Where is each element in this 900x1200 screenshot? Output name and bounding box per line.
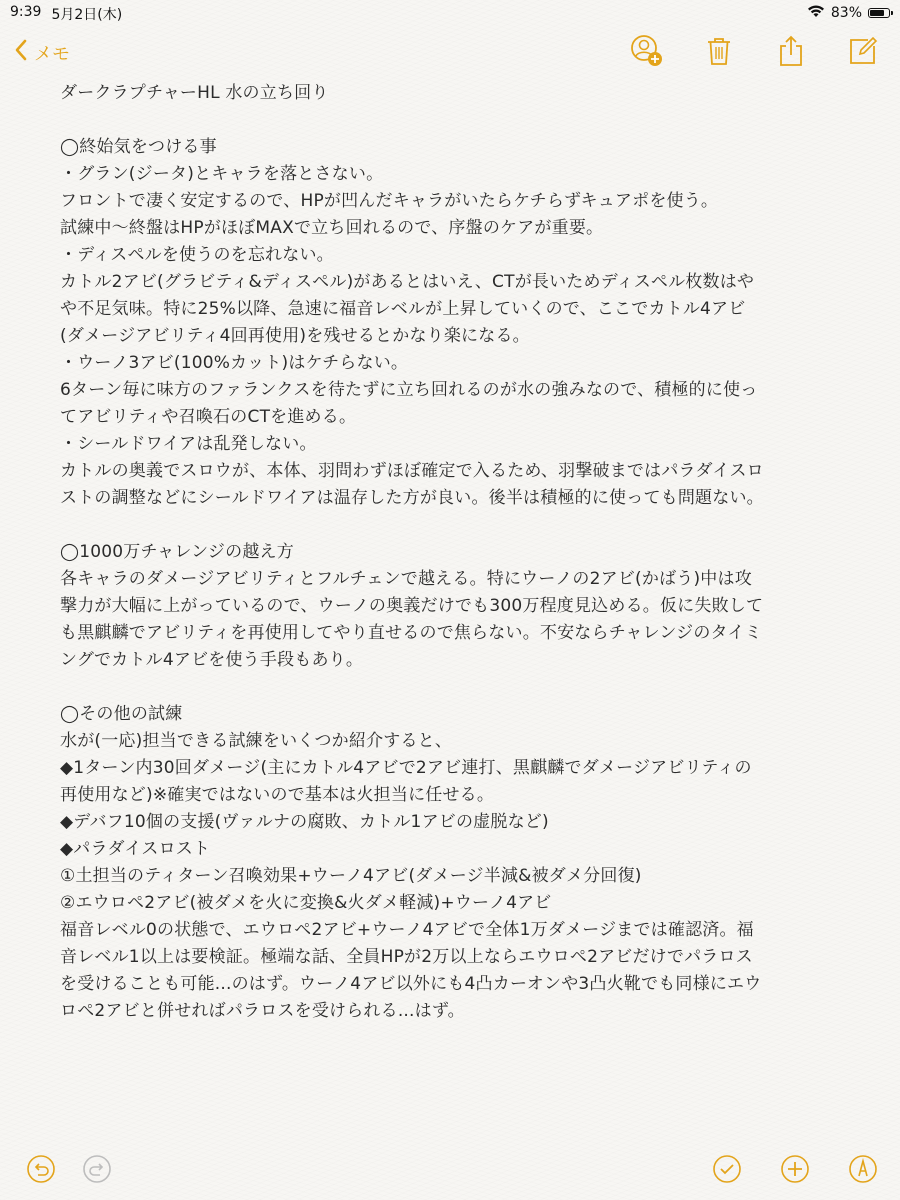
battery-icon xyxy=(868,8,890,18)
status-right xyxy=(807,4,890,22)
note-line: ストの調整などにシールドワイアは温存した方が良い。後半は積極的に使っても問題ない。 xyxy=(60,488,764,508)
share-icon[interactable] xyxy=(774,34,808,68)
battery-level xyxy=(870,10,884,16)
note-line: ◆1ターン内30回ダメージ(主にカトル4アビで2アビ連打、黒麒麟でダメージアビリティの xyxy=(60,758,752,778)
note-line: 各キャラのダメージアビリティとフルチェンで越える。特にウーノの2アビ(かばう)中は攻 xyxy=(60,569,752,589)
note-line: フロントで凄く安定するので、HPが凹んだキャラがいたらケチらずキュアポを使う。 xyxy=(60,191,719,211)
note-line: ◆デバフ10個の支援(ヴァルナの腐敗、カトル1アビの虚脱など) xyxy=(60,812,549,832)
note-line: カトル2アビ(グラビティ&ディスペル)があるとはいえ、CTが長いためディスペル枚数はや xyxy=(60,272,755,292)
redo-icon[interactable] xyxy=(82,1154,112,1184)
back-label: メモ xyxy=(34,43,70,65)
markup-icon[interactable] xyxy=(848,1154,878,1184)
note-line: カトルの奥義でスロウが、本体、羽問わずほぼ確定で入るため、羽撃破まではパラダイスロ xyxy=(60,461,764,481)
note-line: ◆パラダイスロスト xyxy=(60,839,211,859)
nav-bar xyxy=(0,34,900,78)
note-line: てアビリティや召喚石のCTを進める。 xyxy=(60,407,357,427)
note-line: ロペ2アビと併せればパラロスを受けられる...はず。 xyxy=(60,1001,465,1021)
note-line: (ダメージアビリティ4回再使用)を残せるとかなり楽になる。 xyxy=(60,326,530,346)
note-body[interactable] xyxy=(60,80,850,1025)
note-line: ◯終始気をつける事 xyxy=(60,137,217,157)
add-icon[interactable] xyxy=(780,1154,810,1184)
note-line: ②エウロペ2アビ(被ダメを火に変換&火ダメ軽減)+ウーノ4アビ xyxy=(60,893,552,913)
note-line: ・グラン(ジータ)とキャラを落とさない。 xyxy=(60,164,384,184)
note-line: 撃力が大幅に上がっているので、ウーノの奥義だけでも300万程度見込める。仮に失敗して xyxy=(60,596,764,616)
note-line: 再使用など)※確実ではないので基本は火担当に任せる。 xyxy=(60,785,495,805)
status-left xyxy=(10,4,122,24)
back-button[interactable] xyxy=(14,38,70,67)
checklist-icon[interactable] xyxy=(712,1154,742,1184)
note-line xyxy=(60,107,850,134)
toolbar-right xyxy=(712,1154,878,1184)
status-bar xyxy=(0,0,900,24)
status-time: 9:39 xyxy=(10,4,42,20)
note-line: ◯1000万チャレンジの越え方 xyxy=(60,542,294,562)
note-line: や不足気味。特に25%以降、急速に福音レベルが上昇していくので、ここでカトル4アビ xyxy=(60,299,746,319)
note-line xyxy=(60,512,850,539)
note-line: ングでカトル4アビを使う手段もあり。 xyxy=(60,650,364,670)
note-line: 6ターン毎に味方のファランクスを待たずに立ち回れるのが水の強みなので、積極的に使っ xyxy=(60,380,758,400)
note-line: ・シールドワイアは乱発しない。 xyxy=(60,434,317,454)
note-line: ・ウーノ3アビ(100%カット)はケチらない。 xyxy=(60,353,409,373)
compose-icon[interactable] xyxy=(846,34,880,68)
nav-actions xyxy=(630,34,880,68)
note-line: 音レベル1以上は要検証。極端な話、全員HPが2万以上ならエウロペ2アビだけでパラロス xyxy=(60,947,753,967)
wifi-icon xyxy=(807,4,825,22)
add-person-icon[interactable] xyxy=(630,34,664,68)
note-line: も黒麒麟でアビリティを再使用してやり直せるので焦らない。不安ならチャレンジのタイミ xyxy=(60,623,762,643)
note-line: 水が(一応)担当できる試練をいくつか紹介すると、 xyxy=(60,731,453,751)
note-line: ・ディスペルを使うのを忘れない。 xyxy=(60,245,334,265)
note-title: ダークラプチャーHL 水の立ち回り xyxy=(60,83,329,103)
note-line: ◯その他の試練 xyxy=(60,704,183,724)
toolbar-left xyxy=(26,1154,112,1184)
note-line: ①土担当のティターン召喚効果+ウーノ4アビ(ダメージ半減&被ダメ分回復) xyxy=(60,866,642,886)
note-line xyxy=(60,674,850,701)
undo-icon[interactable] xyxy=(26,1154,56,1184)
trash-icon[interactable] xyxy=(702,34,736,68)
note-line: を受けることも可能...のはず。ウーノ4アビ以外にも4凸カーオンや3凸火靴でも同様にエウ xyxy=(60,974,762,994)
note-line: 試練中〜終盤はHPがほぼMAXで立ち回れるので、序盤のケアが重要。 xyxy=(60,218,604,238)
bottom-toolbar xyxy=(0,1140,900,1200)
note-line: 福音レベル0の状態で、エウロペ2アビ+ウーノ4アビで全体1万ダメージまでは確認済。福 xyxy=(60,920,754,940)
status-date: 5月2日(木) xyxy=(51,7,123,23)
battery-percent: 83% xyxy=(830,5,862,21)
chevron-left-icon xyxy=(14,38,28,67)
